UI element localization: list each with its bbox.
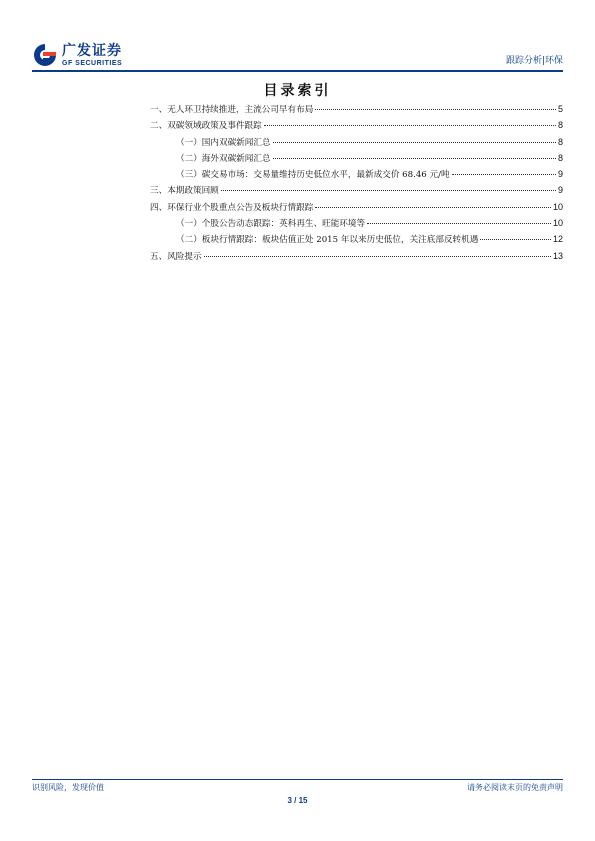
gf-logo-icon	[32, 42, 58, 68]
toc-dot-leader	[273, 142, 556, 143]
toc-entry[interactable]	[150, 217, 563, 233]
toc-entry-title: （二）海外双碳新闻汇总	[176, 153, 271, 164]
toc-entry-page: 5	[557, 104, 563, 114]
toc-entry-page: 10	[552, 218, 563, 229]
toc-dot-leader	[221, 190, 556, 191]
toc-entry-page: 10	[552, 201, 563, 212]
toc-dot-leader	[273, 158, 556, 159]
toc-entry-page: 8	[557, 152, 563, 163]
toc-entry-title: 二、双碳领域政策及事件跟踪	[150, 121, 262, 132]
toc-dot-leader	[480, 239, 551, 240]
toc-entry[interactable]	[150, 168, 563, 184]
toc-entry-page: 8	[557, 120, 563, 131]
footer-divider	[32, 779, 563, 780]
toc-dot-leader	[315, 207, 551, 208]
toc-entry[interactable]	[150, 233, 563, 249]
toc-entry[interactable]	[150, 103, 563, 119]
header-divider	[32, 70, 563, 72]
toc-entry-page: 8	[557, 136, 563, 147]
company-logo	[32, 40, 122, 70]
toc-dot-leader	[204, 256, 551, 257]
page-number: 3 / 15	[287, 796, 308, 805]
page-header	[32, 40, 563, 70]
toc-entry-title: （一）个股公告动态跟踪：英科再生、旺能环境等	[176, 219, 366, 230]
toc-entry-title: （一）国内双碳新闻汇总	[176, 137, 271, 148]
toc-entry[interactable]	[150, 136, 563, 152]
toc-entry-title: （三）碳交易市场：交易量维持历史低位水平，最新成交价 68.46 元/吨	[176, 170, 450, 181]
toc-dot-leader	[367, 223, 551, 224]
toc-entry-page: 12	[552, 234, 563, 245]
toc-entry[interactable]	[150, 201, 563, 217]
toc-dot-leader	[264, 125, 556, 126]
footer-slogan: 识别风险，发现价值	[32, 783, 104, 792]
report-category-tag: 跟踪分析|环保	[505, 56, 563, 66]
footer-disclaimer-note: 请务必阅读末页的免责声明	[467, 783, 563, 792]
toc-entry[interactable]	[150, 184, 563, 200]
toc-entry-page: 13	[552, 250, 563, 261]
toc-entry-page: 9	[557, 169, 563, 180]
logo-english-name: GF SECURITIES	[62, 59, 123, 67]
logo-chinese-name: 广发证券	[62, 42, 122, 59]
toc-entry-title: 一、无人环卫持续推进，主流公司早有布局	[150, 105, 314, 115]
toc-entry[interactable]	[150, 152, 563, 168]
toc-entry[interactable]	[150, 250, 563, 266]
toc-dot-leader	[315, 109, 556, 110]
toc-entry-page: 9	[557, 185, 563, 196]
table-of-contents	[150, 103, 563, 266]
toc-entry[interactable]	[150, 119, 563, 135]
toc-entry-title: 四、环保行业个股重点公告及板块行情跟踪	[150, 202, 314, 213]
toc-entry-title: 三、本期政策回顾	[150, 186, 219, 197]
toc-entry-title: （二）板块行情跟踪：板块估值正处 2015 年以来历史低位，关注底部反转机遇	[176, 235, 479, 246]
toc-title: 目录索引	[263, 83, 332, 99]
toc-entry-title: 五、风险提示	[150, 251, 202, 262]
toc-dot-leader	[452, 174, 556, 175]
